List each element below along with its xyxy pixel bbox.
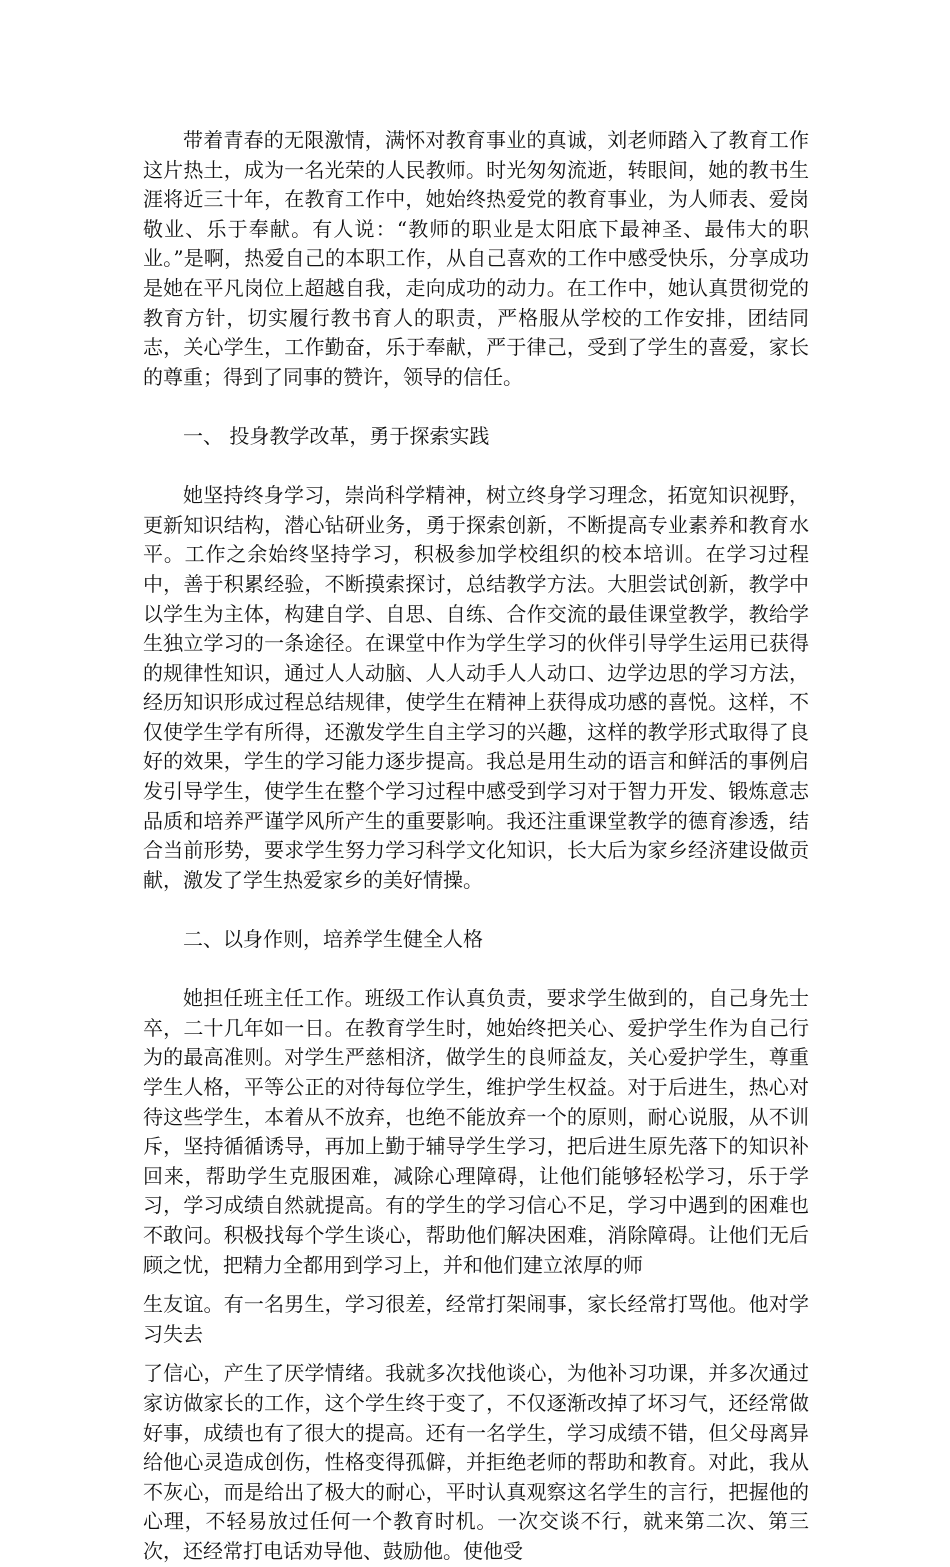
paragraph-spacer bbox=[143, 452, 809, 482]
paragraph-spacer bbox=[143, 392, 809, 422]
section-2-continued-line: 生友谊。有一名男生，学习很差，经常打架闹事，家长经常打骂他。他对学习失去 bbox=[143, 1292, 809, 1346]
line-gap bbox=[143, 1280, 809, 1290]
intro-paragraph: 带着青春的无限激情，满怀对教育事业的真诚，刘老师踏入了教育工作这片热土，成为一名光荣的人民教师。时光匆匆流逝，转眼间，她的教书生涯将近三十年，在教育工作中，她始终热爱党的教育事业，为人师表、爱岗敬业、乐于奉献。有人说：“教师的职业是太阳底下最神圣、最伟大的职业。”是啊，热爱自己的本职工作，从自己喜欢的工作中感受快乐，分享成功是她在平凡岗位上超越自我，走向成功的动力。在工作中，她认真贯彻党的教育方针，切实履行教书育人的职责，严格服从学校的工作安排，团结同志，关心学生，工作勤奋，乐于奉献，严于律己，受到了学生的喜爱，家长的尊重；得到了同事的赞许，领导的信任。 bbox=[143, 128, 809, 389]
section-1-paragraph: 她坚持终身学习，崇尚科学精神，树立终身学习理念，拓宽知识视野，更新知识结构，潜心钻研业务，勇于探索创新，不断提高专业素养和教育水平。工作之余始终坚持学习，积极参加学校组织的校本培训。在学习过程中，善于积累经验，不断摸索探讨，总结教学方法。大胆尝试创新，教学中以学生为主体，构建自学、自思、自练、合作交流的最佳课堂教学，教给学生独立学习的一条途径。在课堂中作为学生学习的伙伴引导学生运用已获得的规律性知识，通过人人动脑、人人动手人人动口、边学边思的学习方法，经历知识形成过程总结规律，使学生在精神上获得成功感的喜悦。这样，不仅使学生学有所得，还激发学生自主学习的兴趣，这样的教学形式取得了良好的效果，学生的学习能力逐步提高。我总是用生动的语言和鲜活的事例启发引导学生，使学生在整个学习过程中感受到学习对于智力开发、锻炼意志品质和培养严谨学风所产生的重要影响。我还注重课堂教学的德育渗透，结合当前形势，要求学生努力学习科学文化知识，长大后为家乡经济建设做贡献，激发了学生热爱家乡的美好情操。 bbox=[143, 483, 809, 892]
section-2-continued-paragraph: 了信心，产生了厌学情绪。我就多次找他谈心，为他补习功课，并多次通过家访做家长的工作，这个学生终于变了，不仅逐渐改掉了坏习气，还经常做好事，成绩也有了很大的提高。还有一名学生，学习成绩不错，但父母离异给他心灵造成创伤，性格变得孤僻，并拒绝老师的帮助和教育。对此，我从不灰心，而是给出了极大的耐心，平时认真观察这名学生的言行，把握他的心理，不轻易放过任何一个教育时机。一次交谈不行，就来第二次、第三次，还经常打电话劝导他、鼓励他。使他受 bbox=[143, 1361, 809, 1563]
document-body bbox=[143, 126, 809, 1567]
line-gap bbox=[143, 1349, 809, 1359]
section-heading-2: 二、以身作则，培养学生健全人格 bbox=[183, 927, 483, 952]
section-heading-1: 一、 投身教学改革，勇于探索实践 bbox=[183, 423, 490, 448]
paragraph-spacer bbox=[143, 955, 809, 985]
section-2-paragraph: 她担任班主任工作。班级工作认真负责，要求学生做到的，自己身先士卒，二十几年如一日。在教育学生时，她始终把关心、爱护学生作为自己行为的最高准则。对学生严慈相济，做学生的良师益友，关心爱护学生，尊重学生人格，平等公正的对待每位学生，维护学生权益。对于后进生，热心对待这些学生，本着从不放弃，也绝不能放弃一个的原则，耐心说服，从不训斥，坚持循循诱导，再加上勤于辅导学生学习，把后进生原先落下的知识补回来，帮助学生克服困难，减除心理障碍，让他们能够轻松学习，乐于学习，学习成绩自然就提高。有的学生的学习信心不足，学习中遇到的困难也不敢问。积极找每个学生谈心，帮助他们解决困难，消除障碍。让他们无后顾之忧，把精力全都用到学习上，并和他们建立浓厚的师 bbox=[143, 986, 809, 1277]
paragraph-spacer bbox=[143, 895, 809, 925]
